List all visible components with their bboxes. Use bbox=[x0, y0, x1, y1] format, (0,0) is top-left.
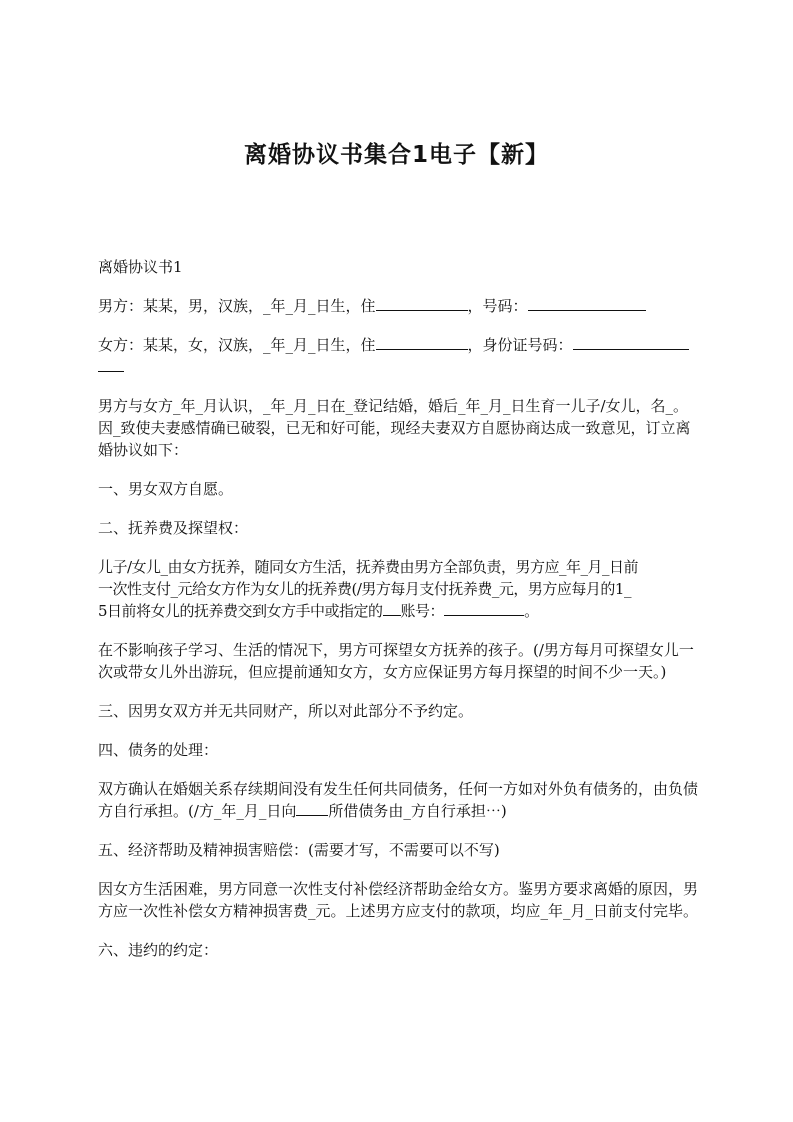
child-support-line-2: 一次性支付_元给女方作为女儿的抚养费(/男方每月支付抚养费_元，男方应每月的1_ bbox=[98, 580, 631, 598]
child-support-paragraph bbox=[98, 556, 702, 622]
female-id-label: ，身份证号码： bbox=[467, 336, 573, 354]
female-address-blank bbox=[376, 335, 468, 350]
child-support-line-3c: 。 bbox=[524, 602, 539, 620]
female-id-blank-continued bbox=[98, 357, 124, 372]
designated-blank bbox=[383, 601, 401, 616]
debt-text-a: 双方确认在婚姻关系存续期间没有发生任何共同债务，任何一方如对外负有债务的，由负债方自行承担。(/方_年_月_日向 bbox=[98, 780, 699, 820]
male-phone-blank bbox=[528, 296, 646, 311]
account-blank bbox=[444, 601, 524, 616]
section-heading: 离婚协议书1 bbox=[98, 258, 183, 276]
debt-paragraph bbox=[98, 778, 702, 822]
clause-3: 三、因男女双方并无共同财产，所以对此部分不予约定。 bbox=[98, 702, 474, 720]
female-party-line bbox=[98, 334, 702, 378]
debt-text-b: 所借债务由_方自行承担⋯) bbox=[328, 802, 507, 820]
male-party-line bbox=[98, 295, 702, 317]
clause-5-heading: 五、经济帮助及精神损害赔偿：(需要才写，不需要可以不写) bbox=[98, 841, 500, 859]
female-party-text: 女方：某某，女，汉族，_年_月_日生，住 bbox=[98, 336, 376, 354]
document-title: 离婚协议书集合1电子【新】 bbox=[243, 142, 549, 168]
child-support-line-1: 儿子/女儿_由女方抚养，随同女方生活，抚养费由男方全部负责，男方应_年_月_日前 bbox=[98, 558, 639, 576]
document-body bbox=[98, 256, 702, 978]
male-address-blank bbox=[376, 296, 468, 311]
creditor-blank bbox=[296, 801, 328, 816]
clause-1: 一、男女双方自愿。 bbox=[98, 480, 234, 498]
economic-aid-paragraph: 因女方生活困难，男方同意一次性支付补偿经济帮助金给女方。鉴男方要求离婚的原因，男方应一次性补偿女方精神损害费_元。上述男方应支付的款项，均应_年_月_日前支付完毕。 bbox=[98, 880, 699, 920]
male-party-text: 男方：某某，男，汉族，_年_月_日生，住 bbox=[98, 297, 376, 315]
clause-4-heading: 四、债务的处理： bbox=[98, 741, 219, 759]
intro-paragraph: 男方与女方_年_月认识，_年_月_日在_登记结婚，婚后_年_月_日生育一儿子/女儿，名_。因_致使夫妻感情确已破裂，已无和好可能，现经夫妻双方自愿协商达成一致意见，订立离婚协议如下： bbox=[98, 397, 691, 459]
child-support-line-3b: 账号： bbox=[400, 602, 445, 620]
male-phone-label: ，号码： bbox=[467, 297, 528, 315]
visitation-paragraph: 在不影响孩子学习、生活的情况下，男方可探望女方抚养的孩子。(/男方每月可探望女儿一次或带女儿外出游玩，但应提前通知女方，女方应保证男方每月探望的时间不少一天。) bbox=[98, 641, 694, 681]
female-id-blank bbox=[573, 335, 689, 350]
child-support-line-3a: 5日前将女儿的抚养费交到女方手中或指定的 bbox=[98, 602, 383, 620]
clause-6-heading: 六、违约的约定： bbox=[98, 941, 219, 959]
clause-2-heading: 二、抚养费及探望权： bbox=[98, 519, 249, 537]
